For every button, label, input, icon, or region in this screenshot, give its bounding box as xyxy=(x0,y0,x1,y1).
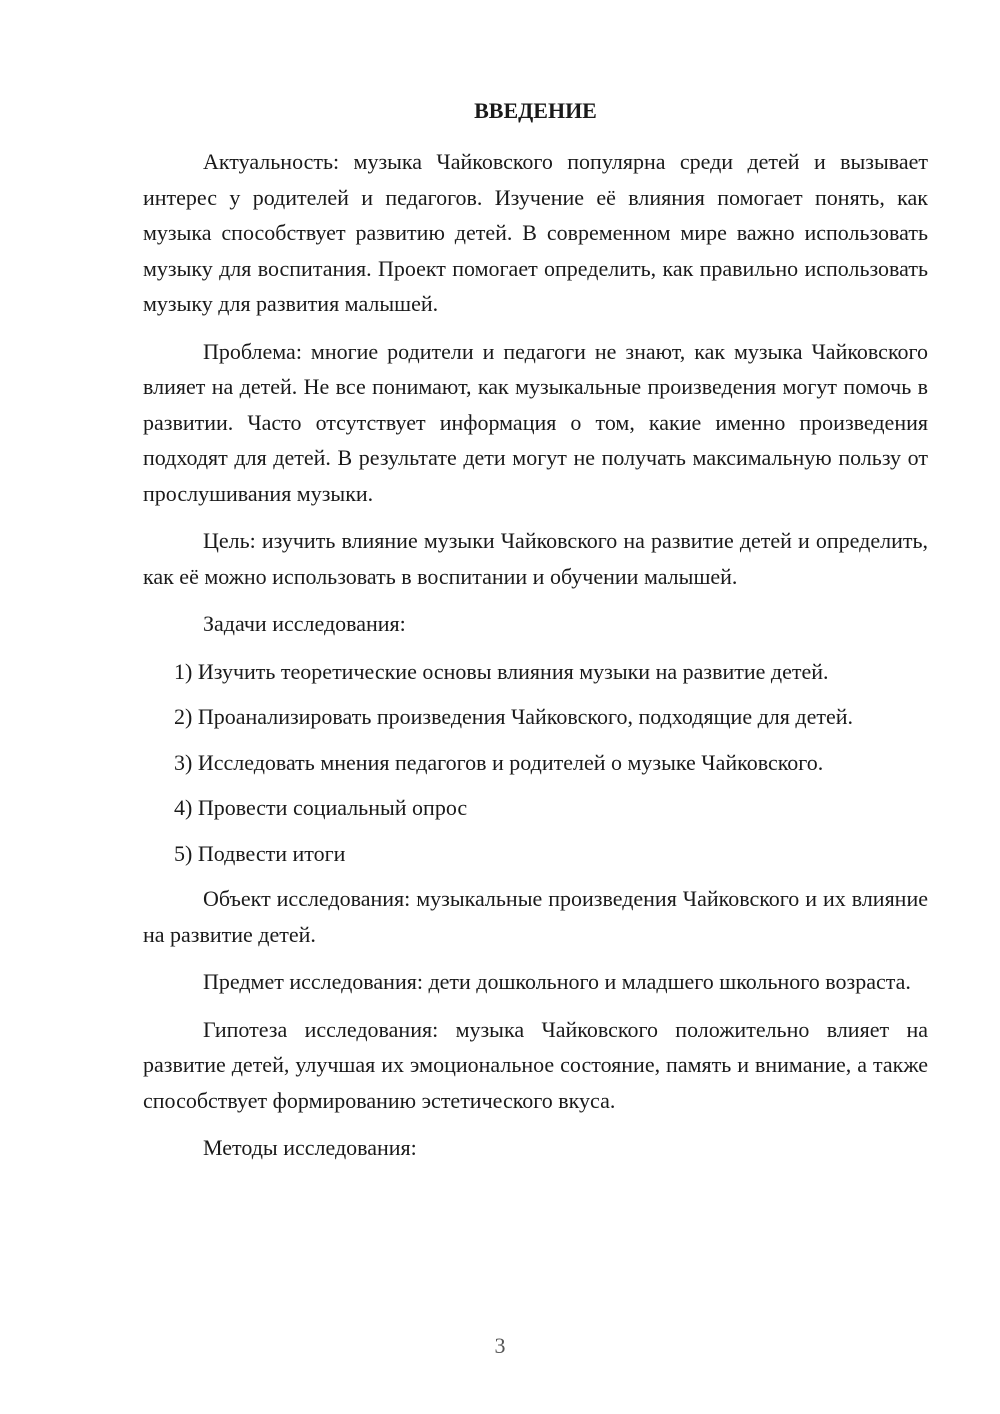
tasks-heading: Задачи исследования: xyxy=(203,611,406,636)
document-page xyxy=(143,96,928,1178)
goal-paragraph: Цель: изучить влияние музыки Чайковского на развитие детей и определить, как её можно использовать в воспитании и обучении малышей. xyxy=(143,528,928,589)
list-item: 3) Исследовать мнения педагогов и родителей о музыке Чайковского. xyxy=(174,749,824,775)
relevance-paragraph: Актуальность: музыка Чайковского популярна среди детей и вызывает интерес у родителей и педагогов. Изучение её влияния помогает понять, как музыка способствует развитию детей. В современном мире важно использовать музыку для воспитания. Проект помогает определить, как правильно использовать музыку для развития малышей. xyxy=(143,149,928,316)
methods-heading: Методы исследования: xyxy=(203,1135,417,1160)
problem-paragraph: Проблема: многие родители и педагоги не знают, как музыка Чайковского влияет на детей. Не все понимают, как музыкальные произведения могут помочь в развитии. Часто отсутствует информация о том, какие именно произведения подходят для детей. В результате дети могут не получать максимальную пользу от прослушивания музыки. xyxy=(143,338,928,506)
hypothesis-paragraph: Гипотеза исследования: музыка Чайковского положительно влияет на развитие детей, улучшая их эмоциональное состояние, память и внимание, а также способствует формированию эстетического вкуса. xyxy=(143,1016,928,1113)
list-item: 2) Проанализировать произведения Чайковского, подходящие для детей. xyxy=(174,704,853,729)
page-title: ВВЕДЕНИЕ xyxy=(474,98,597,123)
subject-paragraph: Предмет исследования: дети дошкольного и младшего школьного возраста. xyxy=(203,969,911,994)
list-item: 4) Провести социальный опрос xyxy=(174,795,468,820)
page-number: 3 xyxy=(494,1333,506,1358)
list-item: 5) Подвести итоги xyxy=(174,840,346,866)
object-paragraph: Объект исследования: музыкальные произведения Чайковского и их влияние на развитие детей. xyxy=(143,886,928,947)
tasks-list xyxy=(143,654,928,872)
list-item: 1) Изучить теоретические основы влияния музыки на развитие детей. xyxy=(174,658,829,684)
